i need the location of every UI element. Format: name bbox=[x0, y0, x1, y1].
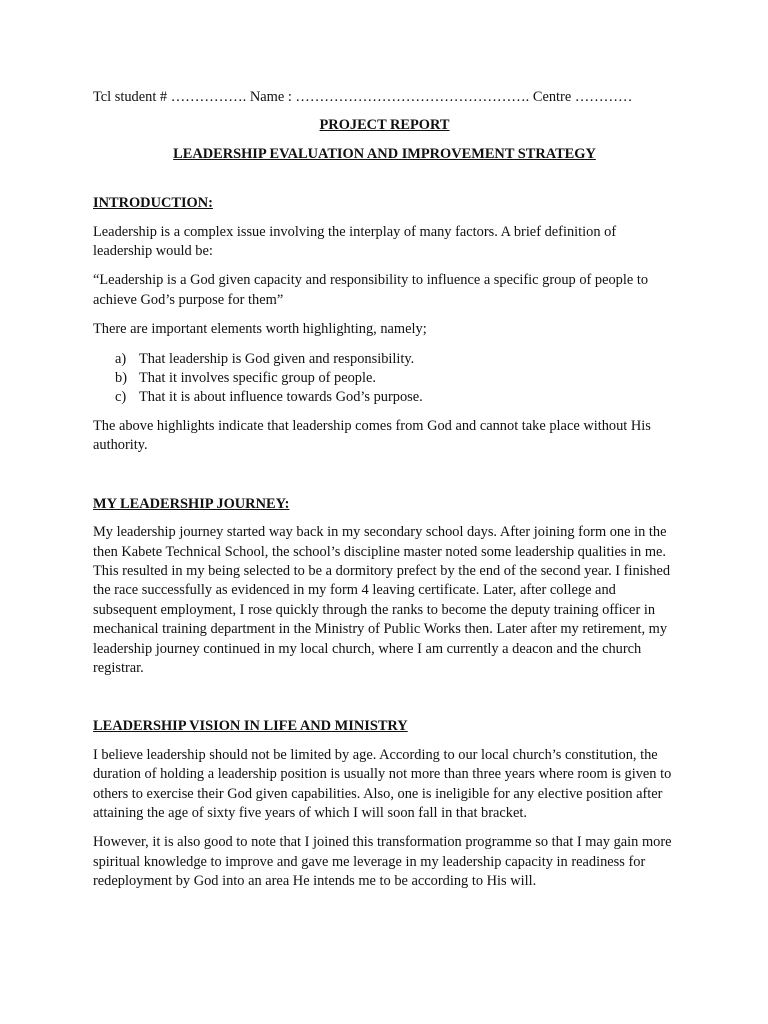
list-item bbox=[93, 350, 676, 369]
journey-paragraph: My leadership journey started way back in my secondary school days. After joining form one in the then Kabete Technical School, the school’s discipline master noted some leadership qualities in me. This resulted in my being selected to be a dormitory prefect by the end of the second year. I finished the race successfully as evidenced in my form 4 leaving certificate. Later, after college and subsequent employment, I rose quickly through the ranks to become the deputy training officer in mechanical training department in the Ministry of Public Works then. Later after my retirement, my leadership journey continued in my local church, where I am currently a deacon and the church registrar. bbox=[93, 524, 671, 676]
list-marker: a) bbox=[115, 350, 127, 367]
list-item bbox=[93, 388, 676, 407]
journey-heading: MY LEADERSHIP JOURNEY: bbox=[93, 495, 290, 512]
report-subtitle: LEADERSHIP EVALUATION AND IMPROVEMENT STRATEGY bbox=[173, 145, 596, 162]
vision-paragraph-1: I believe leadership should not be limited by age. According to our local church’s constitution, the duration of holding a leadership position is usually not more than three years where room is given to others to exercise their God given capabilities. Also, one is ineligible for any elective position after attaining the age of sixty five years of which I will soon fall in that bracket. bbox=[93, 746, 672, 821]
report-title: PROJECT REPORT bbox=[319, 117, 450, 134]
leadership-definition-quote: “Leadership is a God given capacity and responsibility to influence a specific group of people to achieve God’s purpose for them” bbox=[93, 272, 649, 308]
list-item-text: That it is about influence towards God’s purpose. bbox=[139, 389, 423, 406]
vision-paragraph-2: However, it is also good to note that I joined this transformation programme so that I may gain more spiritual knowledge to improve and gave me leverage in my leadership capacity in readiness for redeployment by God into an area He intends me to be according to His will. bbox=[93, 834, 672, 890]
introduction-heading: INTRODUCTION: bbox=[93, 195, 213, 212]
list-item bbox=[93, 369, 676, 388]
document-page bbox=[93, 88, 676, 892]
elements-list bbox=[93, 350, 676, 408]
student-info-line: Tcl student # ……………. Name : …………………………………………. Centre ………… bbox=[93, 89, 633, 105]
list-item-text: That leadership is God given and responsibility. bbox=[139, 350, 415, 367]
list-marker: b) bbox=[115, 370, 127, 387]
introduction-paragraph-2: There are important elements worth highlighting, namely; bbox=[93, 321, 427, 338]
vision-heading: LEADERSHIP VISION IN LIFE AND MINISTRY bbox=[93, 718, 408, 735]
list-item-text: That it involves specific group of people. bbox=[139, 370, 376, 387]
introduction-paragraph-1: Leadership is a complex issue involving the interplay of many factors. A brief definition of leadership would be: bbox=[93, 223, 617, 260]
introduction-paragraph-3: The above highlights indicate that leadership comes from God and cannot take place without His authority. bbox=[93, 417, 651, 454]
list-marker: c) bbox=[115, 389, 127, 406]
